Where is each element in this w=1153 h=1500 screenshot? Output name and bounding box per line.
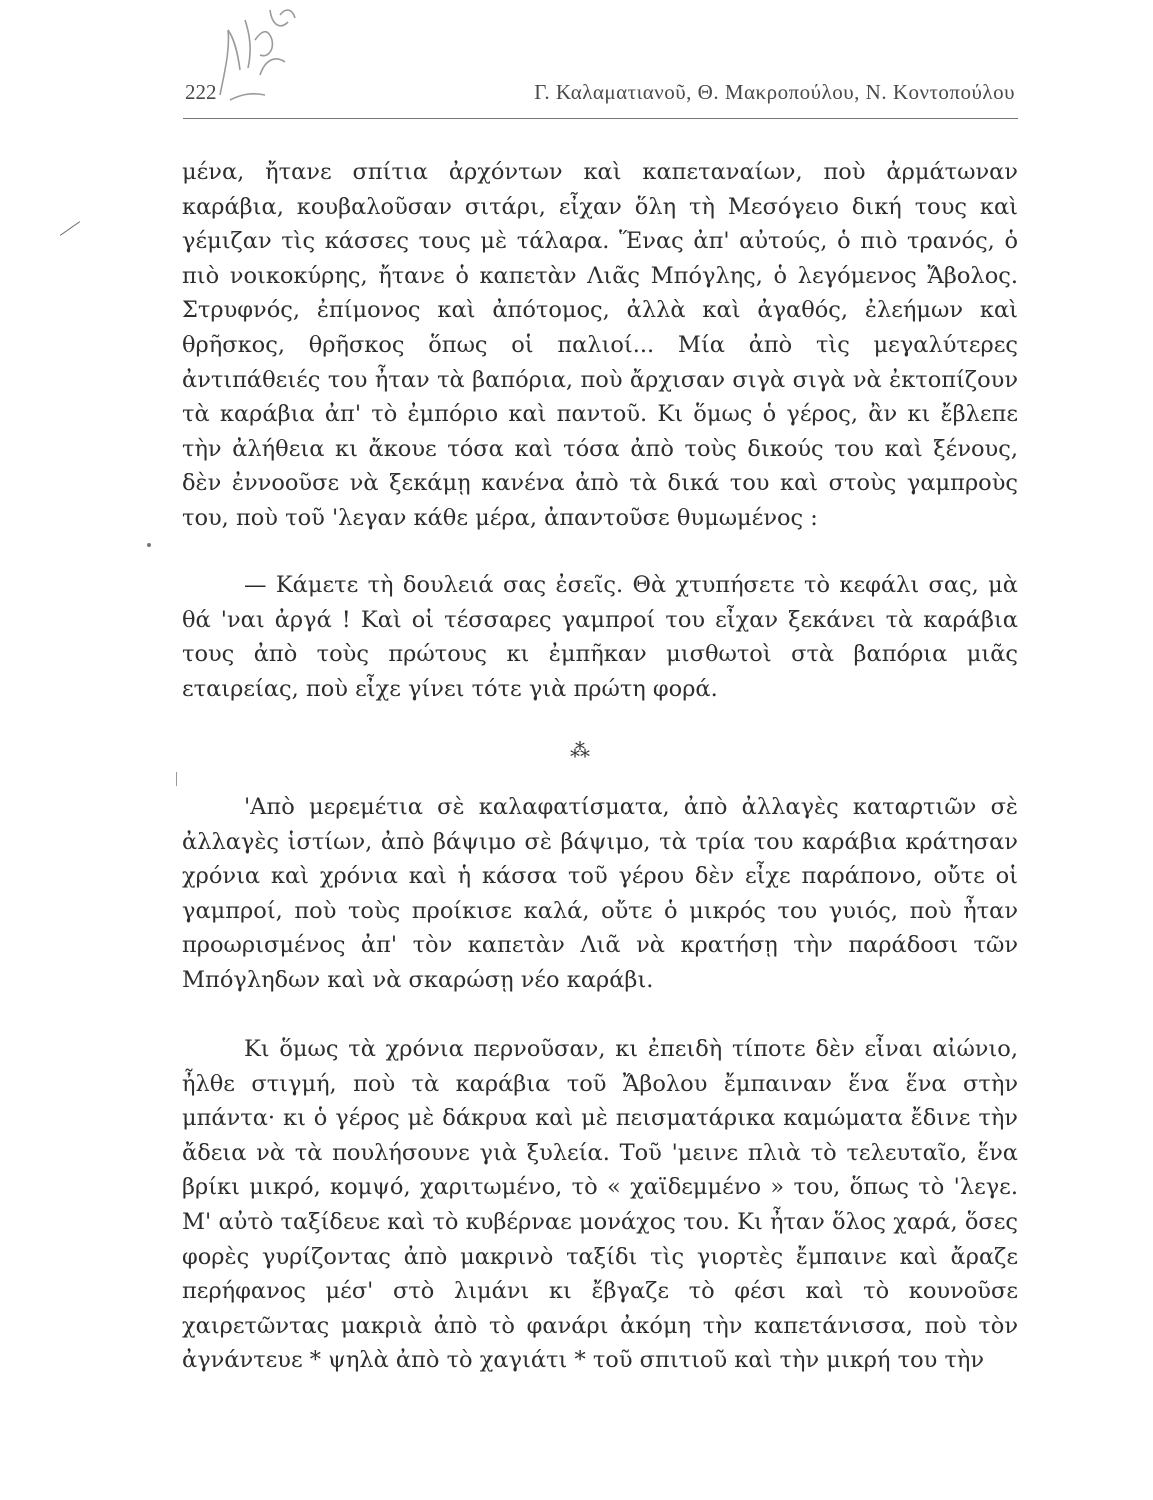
- page-header: [185, 78, 1015, 114]
- section-ornament: ⁂: [570, 738, 590, 762]
- dialogue-paragraph: — Κάμετε τὴ δουλειά σας ἐσεῖς. Θὰ χτυπήσετε τὸ κεφάλι σας, μὰ θά 'ναι ἀργά ! Καὶ οἱ τέσσαρες γαμπροί του εἶχαν ξεκάνει τὰ καράβια τους ἀπὸ τοὺς πρώτους κι ἐμπῆκαν μισθωτοὶ στὰ βαπόρια μιᾶς εταιρείας, ποὺ εἶχε γίνει τότε γιὰ πρώτη φορά.: [182, 572, 1018, 702]
- body-text-block: [182, 1032, 1018, 1378]
- paragraph: μένα, ἤτανε σπίτια ἀρχόντων καὶ καπεταναίων, ποὺ ἀρμάτωναν καράβια, κουβαλοῦσαν σιτάρι, εἶχαν ὅλη τὴ Μεσόγειο δική τους καὶ γέμιζαν τὶς κάσσες τους μὲ τάλαρα. Ἕνας ἀπ' αὐτούς, ὁ πιὸ τρανός, ὁ πιὸ νοικοκύρης, ἤτανε ὁ καπετὰν Λιᾶς Μπόγλης, ὁ λεγόμενος Ἄβολος. Στρυφνός, ἐπίμονος καὶ ἀπότομος, ἀλλὰ καὶ ἀγαθός, ἐλεήμων καὶ θρῆσκος, θρῆσκος ὅπως οἱ παλιοί... Μία ἀπὸ τὶς μεγαλύτερες ἀντιπάθειές του ἦταν τὰ βαπόρια, ποὺ ἄρχισαν σιγὰ σιγὰ νὰ ἐκτοπίζουν τὰ καράβια ἀπ' τὸ ἐμπόριο καὶ παντοῦ. Κι ὅμως ὁ γέρος, ἂν κι ἔβλεπε τὴν ἀλήθεια κι ἄκουε τόσα καὶ τόσα ἀπὸ τοὺς δικούς του καὶ ξένους, δὲν ἐννοοῦσε νὰ ξεκάμῃ κανένα ἀπὸ τὰ δικά του καὶ στοὺς γαμπροὺς του, ποὺ τοῦ 'λεγαν κάθε μέρα, ἀπαντοῦσε θυμωμένος :: [182, 159, 1018, 531]
- paragraph: 'Απὸ μερεμέτια σὲ καλαφατίσματα, ἀπὸ ἀλλαγὲς καταρτιῶν σὲ ἀλλαγὲς ἱστίων, ἀπὸ βάψιμο σὲ βάψιμο, τὰ τρία του καράβια κράτησαν χρόνια καὶ χρόνια καὶ ἡ κάσσα τοῦ γέρου δὲν εἶχε παράπονο, οὔτε οἱ γαμπροί, ποὺ τοὺς προίκισε καλά, οὔτε ὁ μικρός του γυιός, ποὺ ἦταν προωρισμένος ἀπ' τὸν καπετὰν Λιᾶ νὰ κρατήσῃ τὴν παράδοσι τῶν Μπόγληδων καὶ νὰ σκαρώσῃ νέο καράβι.: [182, 794, 1018, 993]
- margin-pencil-mark: [60, 221, 80, 236]
- page-number: 222: [185, 80, 217, 104]
- margin-tick: [176, 772, 177, 786]
- body-text-block: [182, 155, 1018, 536]
- margin-dot: [147, 543, 151, 547]
- body-text-block: [182, 790, 1018, 998]
- body-text-block: [182, 568, 1018, 706]
- running-head: Γ. Καλαματιανοῦ, Θ. Μακροπούλου, Ν. Κοντοπούλου: [534, 80, 1015, 104]
- paragraph: Κι ὅμως τὰ χρόνια περνοῦσαν, κι ἐπειδὴ τίποτε δὲν εἶναι αἰώνιο, ἦλθε στιγμή, ποὺ τὰ καράβια τοῦ Ἄβολου ἔμπαιναν ἕνα ἕνα στὴν μπάντα· κι ὁ γέρος μὲ δάκρυα καὶ μὲ πεισματάρικα καμώματα ἔδινε τὴν ἄδεια νὰ τὰ πουλήσουνε γιὰ ξυλεία. Τοῦ 'μεινε πλιὰ τὸ τελευταῖο, ἕνα βρίκι μικρό, κομψό, χαριτωμένο, τὸ « χαϊδεμμένο » του, ὅπως τὸ 'λεγε. Μ' αὐτὸ ταξίδευε καὶ τὸ κυβέρναε μονάχος του. Κι ἦταν ὅλος χαρά, ὅσες φορὲς γυρίζοντας ἀπὸ μακρινὸ ταξίδι τὶς γιορτὲς ἔμπαινε καὶ ἄραζε περήφανος μέσ' στὸ λιμάνι κι ἔβγαζε τὸ φέσι καὶ τὸ κουνοῦσε χαιρετῶντας μακριὰ ἀπὸ τὸ φανάρι ἀκόμη τὴν καπετάνισσα, ποὺ τὸν ἀγνάντευε * ψηλὰ ἀπὸ τὸ χαγιάτι * τοῦ σπιτιοῦ καὶ τὴν μικρή του τὴν: [182, 1036, 1018, 1374]
- header-rule: [183, 118, 1018, 119]
